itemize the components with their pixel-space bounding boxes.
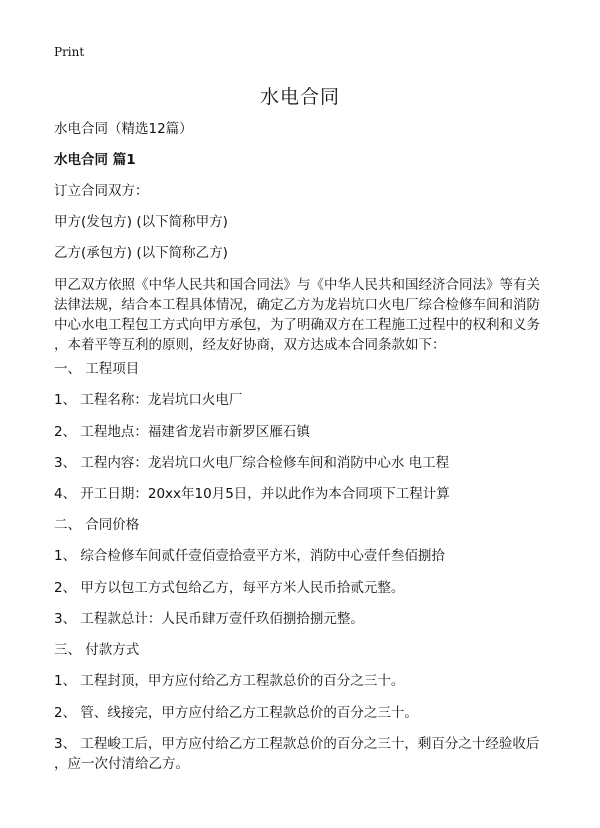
list-item: 2、 甲方以包工方式包给乙方，每平方米人民币拾贰元整。 [54,580,405,596]
list-item-line: ，应一次付清给乙方。 [54,756,189,772]
preamble-line: 甲乙双方依照《中华人民共和国合同法》与《中华人民共和国经济合同法》等有关 [54,277,540,293]
list-item: 1、 综合检修车间贰仟壹佰壹拾壹平方米，消防中心壹仟叁佰捌拾 [54,548,445,564]
section-heading-project: 一、 工程项目 [54,361,140,377]
preamble-paragraph [54,275,554,355]
preamble-line: 中心水电工程包工方式向甲方承包，为了明确双方在工程施工过程中的权利和义务 [54,317,540,333]
print-link[interactable]: Print [54,45,85,59]
list-item: 3、 工程内容：龙岩坑口火电厂综合检修车间和消防中心水 电工程 [54,455,450,471]
section-heading: 水电合同 篇1 [54,152,136,168]
list-item: 1、 工程名称：龙岩坑口火电厂 [54,392,243,408]
list-item: 3、 工程款总计：人民币肆万壹仟玖佰捌拾捌元整。 [54,611,364,627]
list-item: 2、 管、线接完，甲方应付给乙方工程款总价的百分之三十。 [54,705,418,721]
party-b: 乙方(承包方) (以下简称乙方) [54,245,228,261]
section-heading-price: 二、 合同价格 [54,517,140,533]
list-item-multiline [54,734,554,774]
party-a: 甲方(发包方) (以下简称甲方) [54,214,228,230]
list-item: 2、 工程地点：福建省龙岩市新罗区雁石镇 [54,424,310,440]
list-item: 1、 工程封顶，甲方应付给乙方工程款总价的百分之三十。 [54,673,405,689]
list-item: 4、 开工日期：20xx年10月5日，并以此作为本合同项下工程计算 [54,486,450,502]
document-subtitle: 水电合同（精选12篇） [54,121,193,137]
section-heading-payment: 三、 付款方式 [54,642,140,658]
parties-intro: 订立合同双方： [54,183,149,199]
document-title: 水电合同 [259,86,340,108]
list-item-line: 3、 工程峻工后，甲方应付给乙方工程款总价的百分之三十，剩百分之十经验收后 [54,736,540,752]
preamble-line: ，本着平等互利的原则，经友好协商，双方达成本合同条款如下： [54,337,446,353]
preamble-line: 法律法规，结合本工程具体情况，确定乙方为龙岩坑口火电厂综合检修车间和消防 [54,297,540,313]
